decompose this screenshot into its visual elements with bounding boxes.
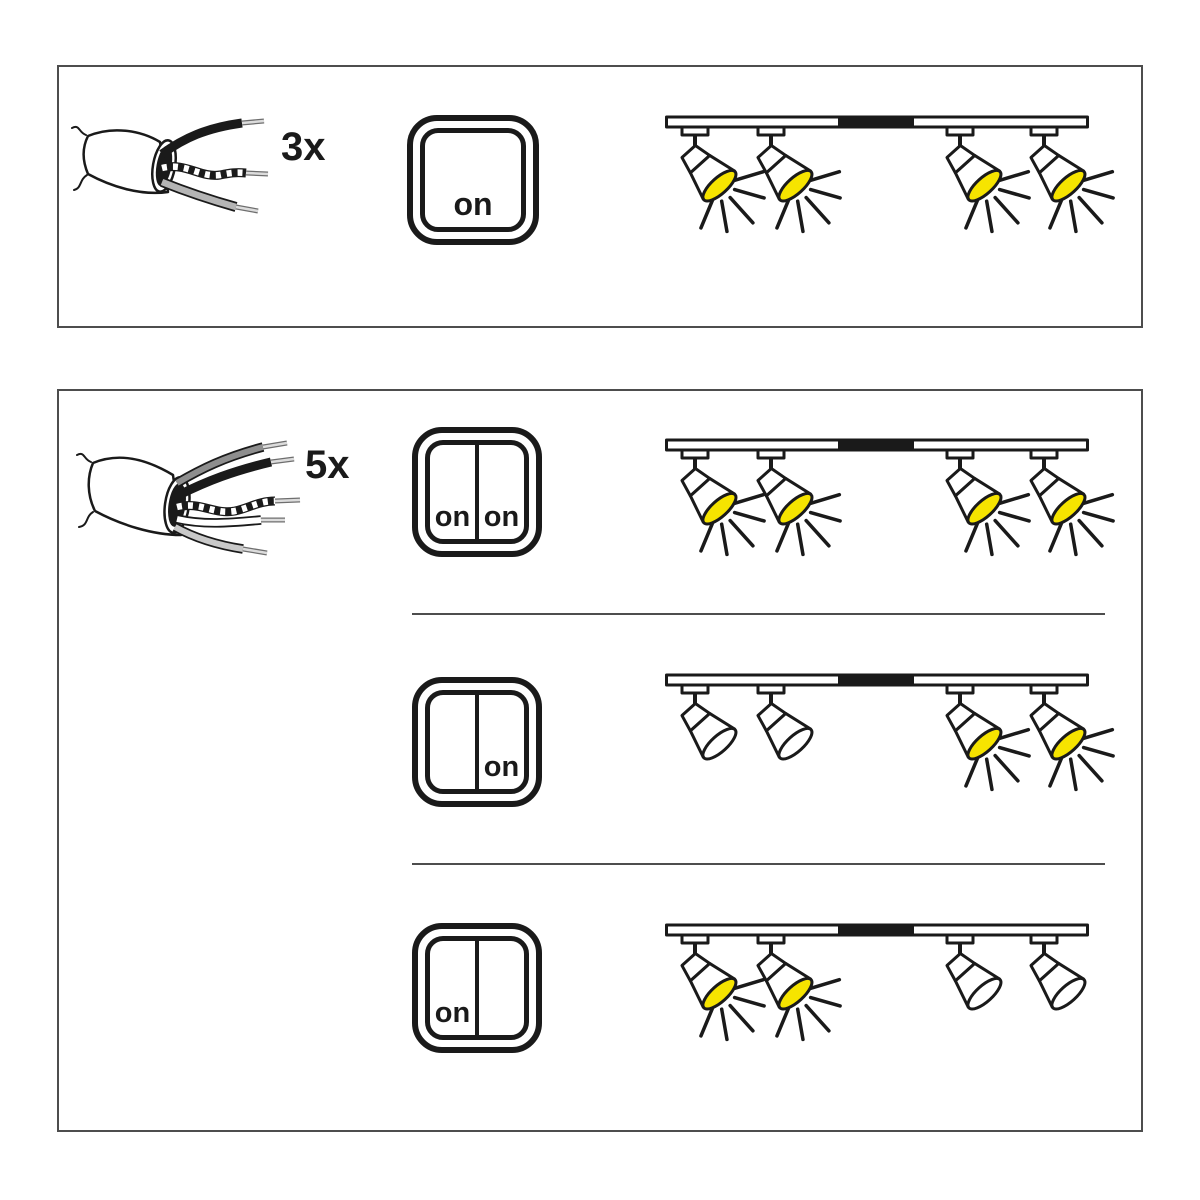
cable-3-core-icon [72, 102, 312, 232]
switch-on-label: on [434, 501, 471, 533]
spotlight-icon [938, 935, 1005, 1014]
switch-double-left-on [412, 923, 542, 1053]
light-track-icon [665, 673, 1089, 823]
switch-double-both-on [412, 427, 542, 557]
light-track-icon [665, 923, 1089, 1073]
spotlight-icon [1006, 446, 1133, 574]
spotlight-icon [1006, 123, 1133, 251]
spotlight-icon [657, 931, 784, 1059]
cable-5-core-icon [77, 417, 327, 557]
panel-5-core [57, 389, 1143, 1132]
spotlight-icon [749, 685, 816, 764]
spotlight-icon [733, 123, 860, 251]
spotlight-icon [922, 446, 1049, 574]
switch-rocker [420, 128, 526, 232]
panel-3-core [57, 65, 1143, 328]
wire-black [162, 123, 242, 154]
switch-rocker [425, 440, 529, 544]
switch-single [407, 115, 539, 245]
spotlight-icon [922, 681, 1049, 809]
switch-on-label: on [434, 997, 471, 1029]
cable-torn-end [74, 175, 87, 190]
switch-on-label: on [483, 751, 520, 783]
spotlight-icon [657, 123, 784, 251]
switch-double-right-on [412, 677, 542, 807]
cable-torn-end [77, 454, 91, 462]
track-connector [838, 924, 914, 937]
light-track-icon [665, 438, 1089, 588]
track-connector [838, 116, 914, 129]
quantity-label: 5x [305, 443, 350, 487]
track-connector [838, 439, 914, 452]
row-divider [412, 863, 1105, 865]
track-connector [838, 674, 914, 687]
switch-rocker [425, 690, 529, 794]
spotlight-icon [1006, 681, 1133, 809]
switch-rocker [425, 936, 529, 1040]
quantity-label: 3x [281, 125, 326, 169]
spotlight-icon [733, 446, 860, 574]
spotlight-icon [922, 123, 1049, 251]
cable-torn-end [79, 512, 93, 527]
spotlight-icon [657, 446, 784, 574]
row-divider [412, 613, 1105, 615]
spotlight-icon [1022, 935, 1089, 1014]
light-track-icon [665, 115, 1089, 265]
spotlight-icon [673, 685, 740, 764]
spotlight-icon [733, 931, 860, 1059]
switch-on-label: on [483, 501, 520, 533]
cable-torn-end [72, 127, 86, 135]
switch-on-label: on [453, 186, 493, 222]
